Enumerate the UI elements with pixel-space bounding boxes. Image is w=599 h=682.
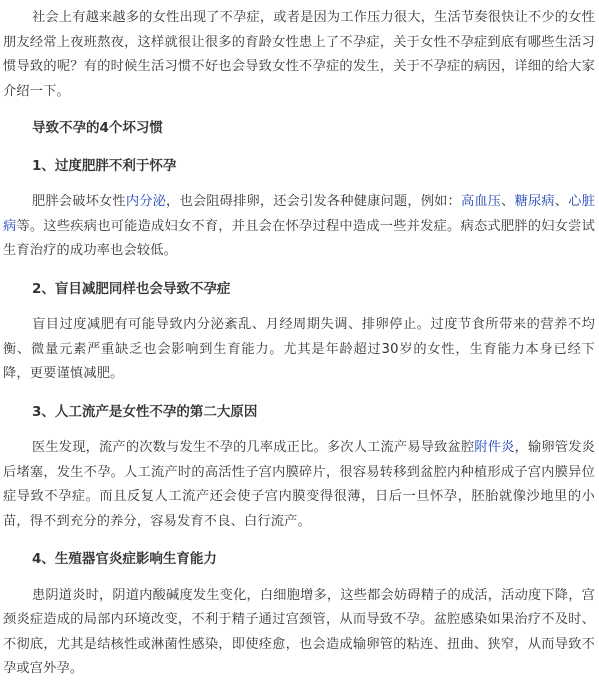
spacer	[3, 141, 595, 154]
text-span: 医生发现，流产的次数与发生不孕的几率成正比。多次人工流产易导致盆腔	[32, 440, 475, 455]
text-span: 、	[554, 194, 569, 209]
text-span: ，输卵管发炎后堵塞，发生不孕。人工流产时的高活性子宫内膜碎片，很容易转移到盆腔内种植形成子宫内膜异位症导致不孕症。而且反复人工流产还会使子宫内膜变得很薄，日后一旦怀孕，胚胎就像沙地里的小苗，得不到充分的养分，容易发育不良、白行流产。	[3, 440, 595, 529]
section-paragraph-2: 盲目过度减肥有可能导致内分泌紊乱、月经周期失调、排卵停止。过度节食所带来的营养不均衡、微量元素严重缺乏也会影响到生育能力。尤其是年龄超过30岁的女性，生育能力本身已经下降，更要谨慎减肥。	[3, 317, 595, 381]
spacer	[3, 534, 595, 547]
text-span: 、	[501, 194, 515, 209]
article-title: 导致不孕的4个坏习惯	[32, 120, 163, 136]
spacer	[3, 264, 595, 277]
section-heading-4: 4、生殖器官炎症影响生育能力	[32, 551, 217, 567]
section-heading-3: 3、人工流产是女性不孕的第二大原因	[32, 403, 258, 420]
spacer	[3, 104, 595, 116]
section-heading-1: 1、过度肥胖不利于怀孕	[32, 157, 177, 174]
text-span: ，也会阻碍排卵，还会引发各种健康问题，例如：	[166, 194, 461, 209]
section-paragraph-4: 患阴道炎时，阴道内酸碱度发生变化，白细胞增多，这些都会妨碍精子的成活，活动度下降，宫颈炎症造成的局部内环境改变，不利于精子通过宫颈管，从而导致不孕。盆腔感染如果治疗不及时、不彻底，尤其是结核性或淋菌性感染，即使痊愈，也会造成输卵管的粘连、扭曲、狭窄，从而导致不孕或宫外孕。	[3, 587, 595, 676]
section-paragraph-3	[3, 436, 595, 534]
spacer	[3, 387, 595, 400]
spacer	[3, 424, 595, 436]
link-adnexitis[interactable]: 附件炎	[474, 440, 515, 455]
section-paragraph-1	[3, 190, 595, 264]
spacer	[3, 301, 595, 313]
spacer	[3, 178, 595, 190]
link-endocrine[interactable]: 内分泌	[125, 194, 167, 209]
text-span: 肥胖会破坏女性	[32, 194, 126, 209]
link-hypertension[interactable]: 高血压	[460, 194, 502, 209]
intro-paragraph: 社会上有越来越多的女性出现了不孕症，或者是因为工作压力很大，生活节奏很快让不少的女性朋友经常上夜班熬夜，这样就很让很多的育龄女性患上了不孕症，关于女性不孕症到底有哪些生活习惯导致的呢？有的时候生活习惯不好也会导致女性不孕症的发生，关于不孕症的病因，详细的给大家介绍一下。	[3, 10, 595, 99]
section-heading-2: 2、盲目减肥同样也会导致不孕症	[32, 280, 231, 297]
link-diabetes[interactable]: 糖尿病	[514, 194, 555, 209]
link-heart-disease[interactable]: 心脏病	[3, 194, 595, 234]
spacer	[3, 572, 595, 584]
text-span: 等。这些疾病也可能造成妇女不育，并且会在怀孕过程中造成一些并发症。病态式肥胖的妇女尝试生育治疗的成功率也会较低。	[3, 218, 595, 258]
